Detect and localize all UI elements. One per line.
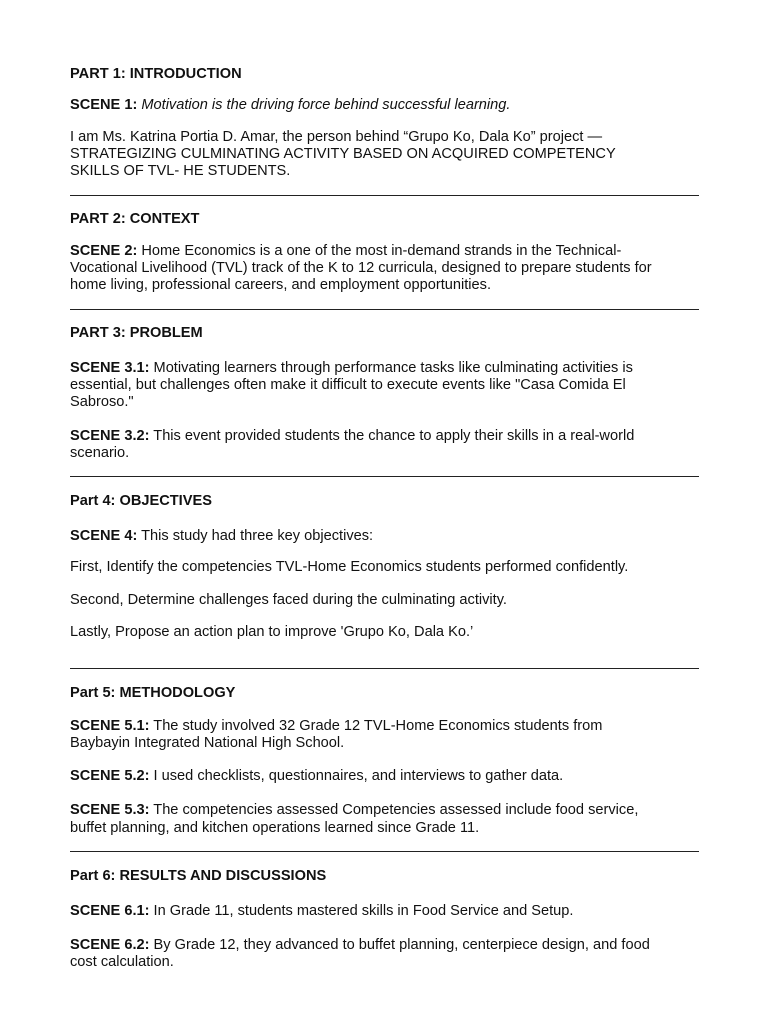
scene32-text: This event provided students the chance to apply their skills in a real-world — [149, 428, 635, 444]
scene53-line-2: buffet planning, and kitchen operations learned since Grade 11. — [70, 820, 480, 836]
scene53-label: SCENE 5.3: — [70, 802, 150, 818]
scene62-line-1 — [70, 937, 700, 954]
section-divider — [70, 309, 699, 310]
scene51-label: SCENE 5.1: — [70, 718, 150, 734]
scene31-label: SCENE 3.1: — [70, 360, 150, 376]
scene2-text: Home Economics is a one of the most in-demand strands in the Technical- — [137, 243, 622, 259]
part2-heading: PART 2: CONTEXT — [70, 211, 200, 227]
part5-heading: Part 5: METHODOLOGY — [70, 685, 236, 701]
scene2-label: SCENE 2: — [70, 243, 138, 259]
scene61-text: In Grade 11, students mastered skills in Food Service and Setup. — [149, 903, 574, 919]
section-divider — [70, 476, 699, 477]
intro-line-3: SKILLS OF TVL- HE STUDENTS. — [70, 163, 291, 179]
scene51-line-2: Baybayin Integrated National High School. — [70, 735, 345, 751]
scene31-line-3: Sabroso." — [70, 394, 134, 410]
scene1-text: Motivation is the driving force behind successful learning. — [137, 97, 511, 113]
part6-heading: Part 6: RESULTS AND DISCUSSIONS — [70, 868, 327, 884]
scene32-line-2: scenario. — [70, 445, 130, 461]
scene32-line-1 — [70, 428, 700, 445]
objective-1: First, Identify the competencies TVL-Home Economics students performed confidently. — [70, 559, 629, 575]
part1-heading: PART 1: INTRODUCTION — [70, 66, 242, 82]
scene52-text: I used checklists, questionnaires, and interviews to gather data. — [149, 768, 564, 784]
part3-heading: PART 3: PROBLEM — [70, 325, 203, 341]
scene31-line-1 — [70, 360, 700, 377]
scene2-line-2: Vocational Livelihood (TVL) track of the K to 12 curricula, designed to prepare students for — [70, 260, 652, 276]
part4-heading: Part 4: OBJECTIVES — [70, 493, 212, 509]
scene52-label: SCENE 5.2: — [70, 768, 150, 784]
scene31-text: Motivating learners through performance tasks like culminating activities is — [149, 360, 633, 376]
scene53-text: The competencies assessed Competencies assessed include food service, — [149, 802, 639, 818]
objective-2: Second, Determine challenges faced during the culminating activity. — [70, 592, 507, 608]
scene51-text: The study involved 32 Grade 12 TVL-Home Economics students from — [149, 718, 603, 734]
scene1-label: SCENE 1: — [70, 97, 138, 113]
scene52-paragraph — [70, 768, 700, 785]
scene51-line-1 — [70, 718, 700, 735]
section-divider — [70, 851, 699, 852]
objective-3: Lastly, Propose an action plan to improve 'Grupo Ko, Dala Ko.’ — [70, 624, 474, 640]
scene31-line-2: essential, but challenges often make it difficult to execute events like "Casa Comida El — [70, 377, 626, 393]
scene53-line-1 — [70, 802, 700, 819]
scene62-text: By Grade 12, they advanced to buffet planning, centerpiece design, and food — [149, 937, 650, 953]
scene32-label: SCENE 3.2: — [70, 428, 150, 444]
scene4-label: SCENE 4: — [70, 528, 138, 544]
section-divider — [70, 668, 699, 669]
scene4-text: This study had three key objectives: — [137, 528, 374, 544]
intro-line-1: I am Ms. Katrina Portia D. Amar, the person behind “Grupo Ko, Dala Ko” project — — [70, 129, 603, 145]
scene61-label: SCENE 6.1: — [70, 903, 150, 919]
scene2-line-3: home living, professional careers, and employment opportunities. — [70, 277, 492, 293]
scene4-paragraph — [70, 528, 700, 545]
scene1-paragraph — [70, 97, 700, 114]
scene62-line-2: cost calculation. — [70, 954, 174, 970]
scene62-label: SCENE 6.2: — [70, 937, 150, 953]
scene2-line-1 — [70, 243, 700, 260]
intro-line-2: STRATEGIZING CULMINATING ACTIVITY BASED ON ACQUIRED COMPETENCY — [70, 146, 616, 162]
scene61-paragraph — [70, 903, 700, 920]
section-divider — [70, 195, 699, 196]
